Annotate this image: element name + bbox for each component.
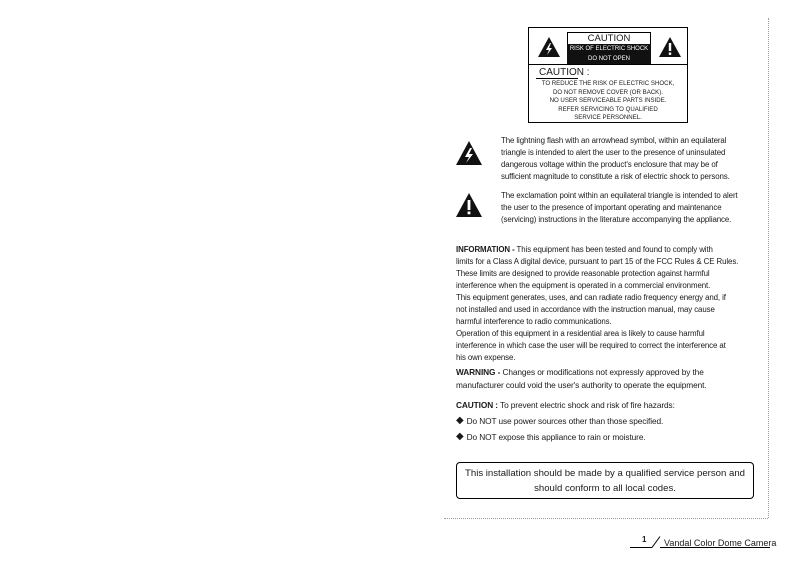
- page-border-bottom: [444, 518, 768, 519]
- diamond-bullet-icon: ◆: [456, 415, 464, 426]
- text-line: harmful interference to radio communications.: [456, 317, 612, 326]
- text-line: the user to the presence of important operating and maintenance: [501, 203, 722, 212]
- text-line: triangle is intended to alert the user to the presence of uninsulated: [501, 148, 726, 157]
- footer-underline: [660, 547, 770, 548]
- text-line: The lightning flash with an arrowhead symbol, within an equilateral: [501, 136, 727, 145]
- label-line: DO NOT REMOVE COVER (OR BACK).: [553, 88, 663, 96]
- caution-bullet: [456, 429, 760, 445]
- caution-bullet: [456, 413, 760, 429]
- notice-line: This installation should be made by a qualified service person and: [465, 468, 745, 479]
- caution-text: To prevent electric shock and risk of fire hazards:: [497, 400, 675, 410]
- lightning-description: [501, 135, 763, 183]
- label-text: [531, 80, 685, 123]
- label-caution-title: CAUTION :: [539, 67, 590, 78]
- caution-paragraph: [456, 397, 760, 445]
- notice-line: should conform to all local codes.: [534, 483, 676, 494]
- information-title: INFORMATION -: [456, 245, 515, 254]
- label-line: SERVICE PERSONNEL.: [574, 114, 642, 121]
- text-line: The exclamation point within an equilateral triangle is intended to alert: [501, 191, 738, 200]
- footer-title: Vandal Color Dome Camera: [664, 538, 777, 548]
- warning-paragraph: [456, 366, 760, 392]
- information-paragraph: [456, 244, 760, 364]
- warning-title: WARNING -: [456, 367, 501, 377]
- text-line: his own expense.: [456, 353, 516, 362]
- label-divider: [529, 64, 687, 65]
- caution-title: CAUTION :: [456, 400, 498, 410]
- text-line: These limits are designed to provide reasonable protection against harmful: [456, 269, 710, 278]
- label-header: CAUTION: [567, 32, 651, 45]
- text-line: limits for a Class A digital device, pursuant to part 15 of the FCC Rules & CE Rules.: [456, 257, 739, 266]
- bullet-text: Do NOT expose this appliance to rain or moisture.: [466, 432, 646, 442]
- text-line: dangerous voltage within the product's enclosure that may be of: [501, 160, 718, 169]
- lightning-triangle-icon: [537, 36, 561, 58]
- text-line: (servicing) instructions in the literature accompanying the appliance.: [501, 215, 732, 224]
- label-banner-open: DO NOT OPEN: [567, 54, 651, 65]
- diamond-bullet-icon: ◆: [456, 431, 464, 442]
- label-banner-risk: RISK OF ELECTRIC SHOCK: [567, 44, 651, 55]
- bullet-text: Do NOT use power sources other than those specified.: [466, 416, 664, 426]
- exclamation-description: [501, 190, 763, 226]
- label-line: NO USER SERVICEABLE PARTS INSIDE.: [549, 97, 667, 104]
- lightning-triangle-icon: [455, 140, 483, 166]
- warning-first-line: Changes or modifications not expressly approved by the: [500, 367, 704, 377]
- page-number: 1: [642, 535, 647, 544]
- text-line: not installed and used in accordance with the instruction manual, may cause: [456, 305, 715, 314]
- text-line: interference when the equipment is operated in a commercial environment.: [456, 281, 711, 290]
- label-caution-underline: [536, 78, 578, 79]
- exclamation-triangle-icon: [658, 36, 682, 58]
- text-line: This equipment generates, uses, and can radiate radio frequency energy and, if: [456, 293, 726, 302]
- page-border-right: [768, 18, 769, 518]
- caution-label: [528, 27, 688, 123]
- text-line: interference in which case the user will be required to correct the interference at: [456, 341, 726, 350]
- label-line: TO REDUCE THE RISK OF ELECTRIC SHOCK,: [541, 80, 675, 87]
- warning-second-line: manufacturer could void the user's authority to operate the equipment.: [456, 380, 707, 390]
- exclamation-triangle-icon: [455, 192, 483, 218]
- installation-notice: [456, 462, 754, 499]
- information-first-line: This equipment has been tested and found to comply with: [514, 245, 713, 254]
- label-line: REFER SERVICING TO QUALIFIED: [558, 105, 658, 113]
- text-line: Operation of this equipment in a residential area is likely to cause harmful: [456, 329, 705, 338]
- text-line: sufficient magnitude to constitute a risk of electric shock to persons.: [501, 172, 730, 181]
